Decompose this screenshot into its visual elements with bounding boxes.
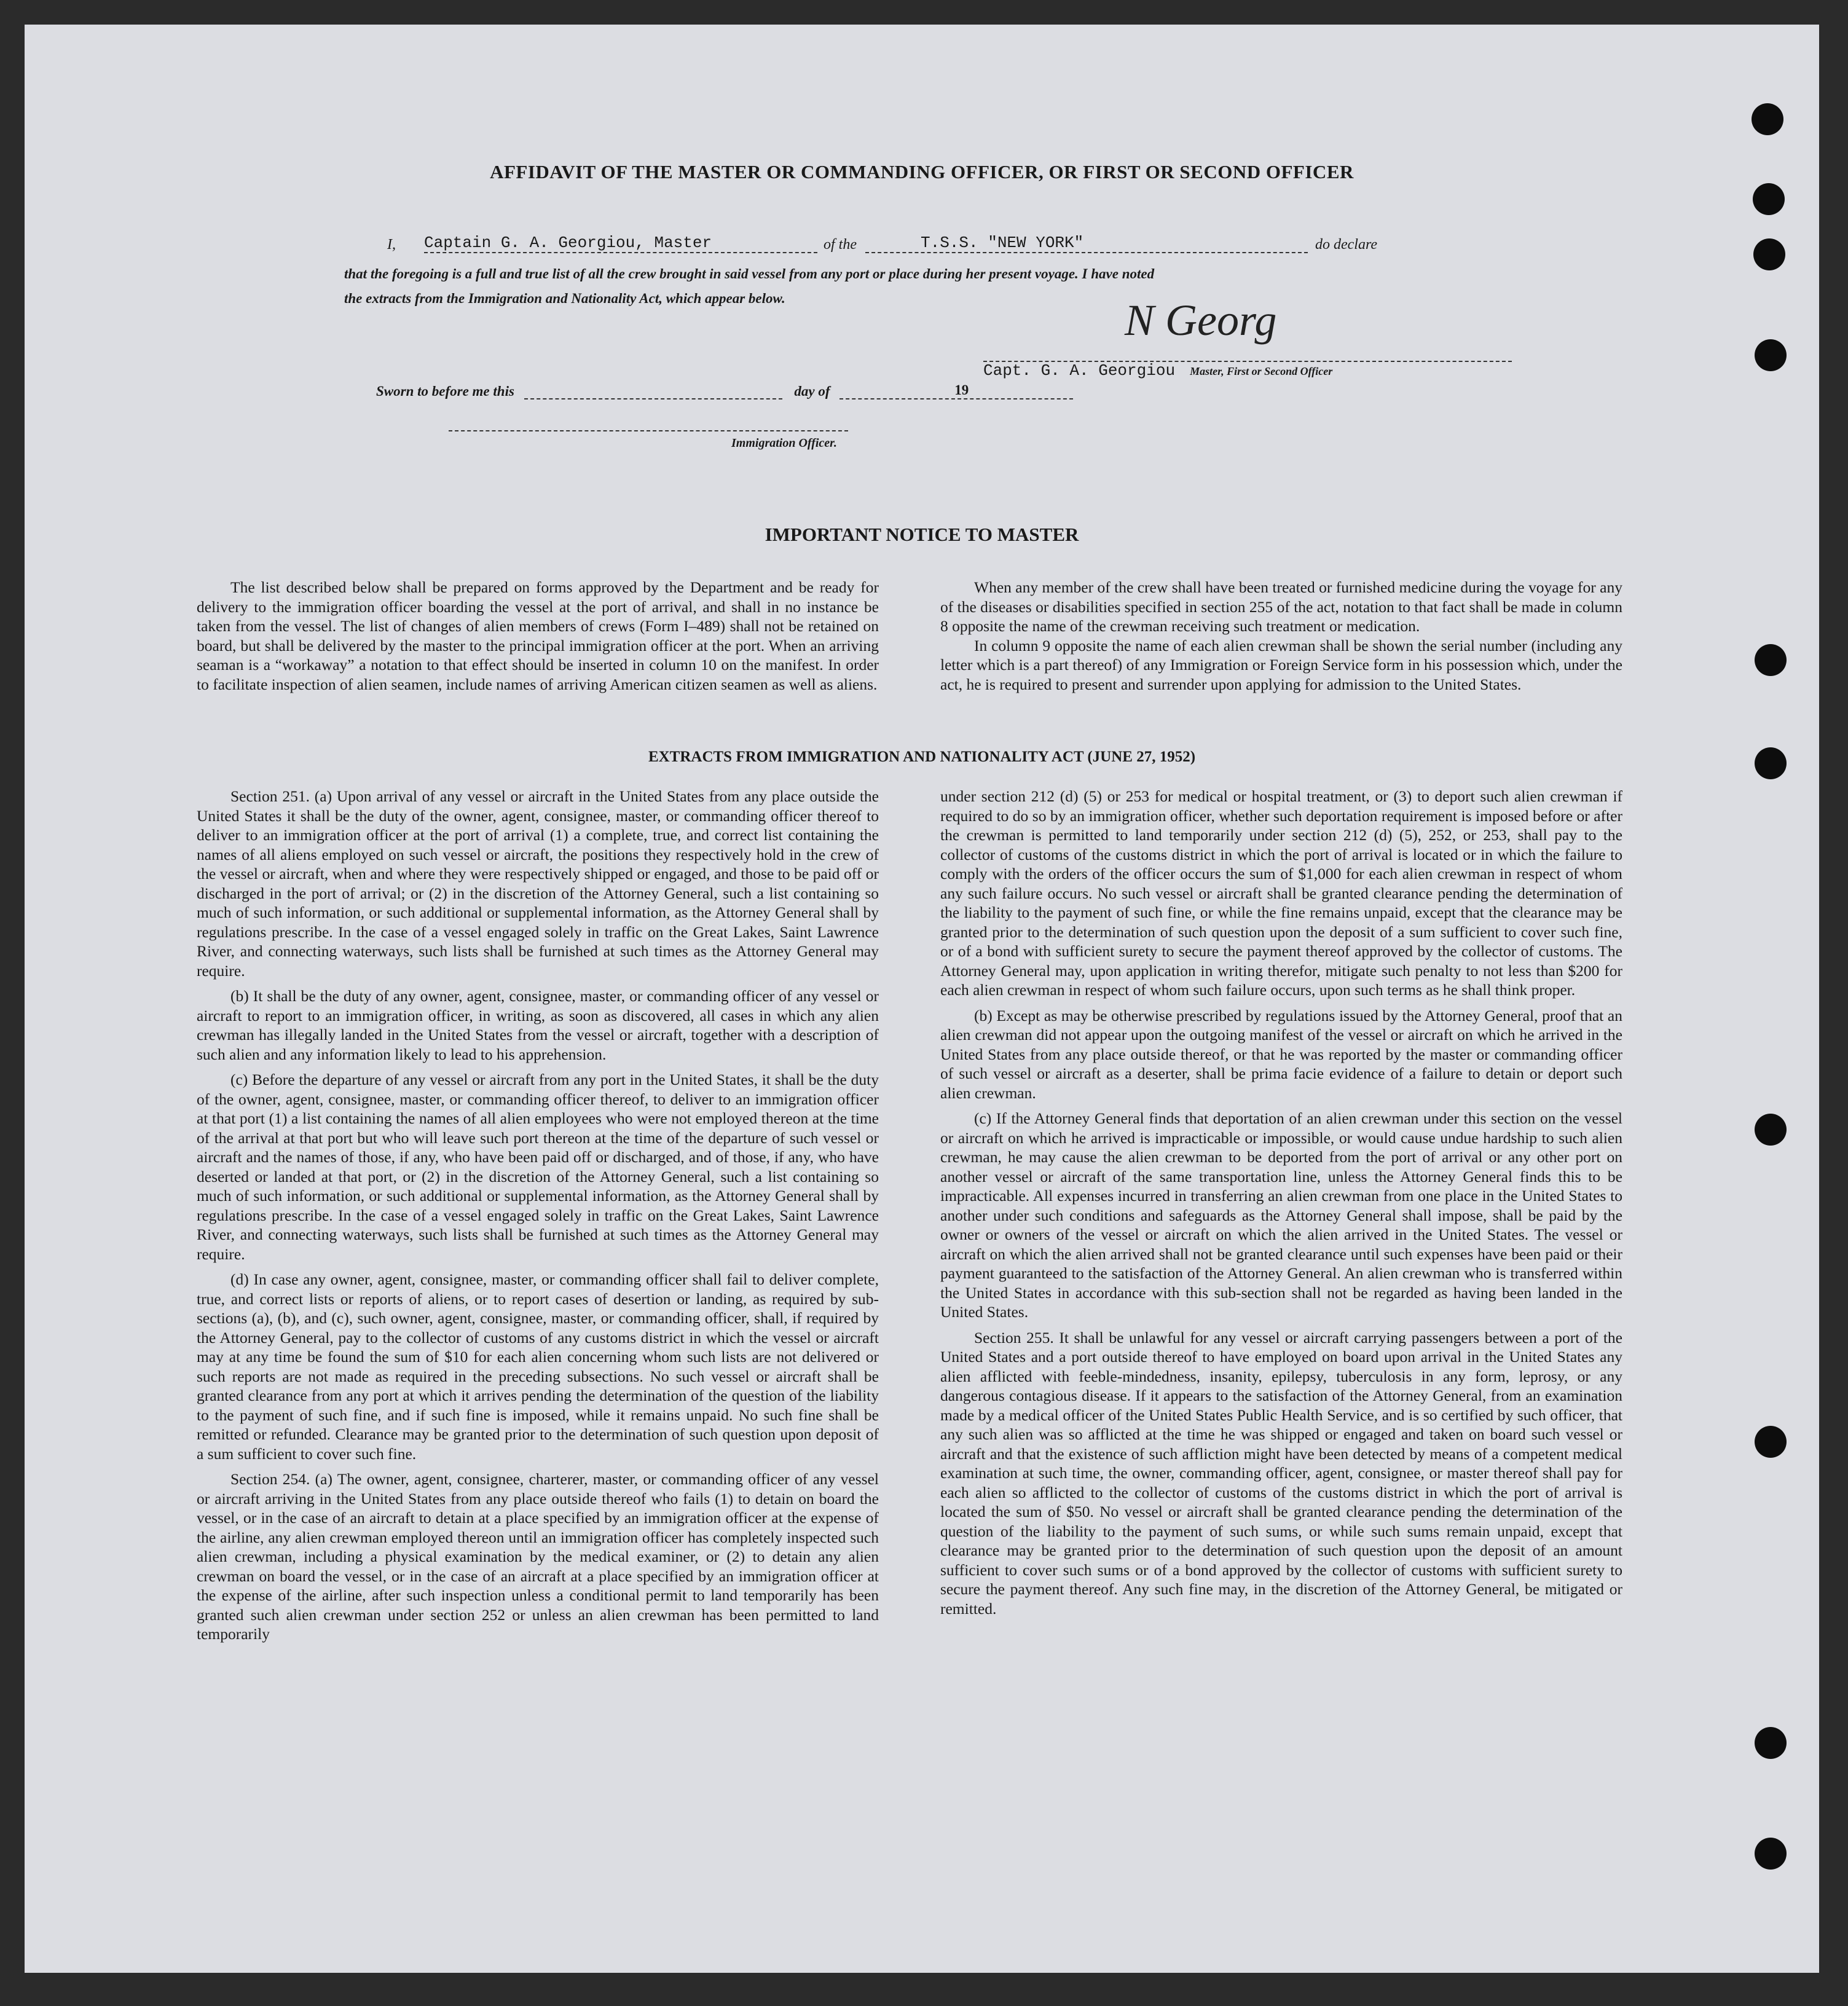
captain-signature: N Georg (1125, 296, 1277, 345)
punch-hole (1755, 644, 1787, 676)
declaration-line (387, 234, 1555, 253)
punch-hole (1752, 103, 1783, 135)
declaration-line-2: that the foregoing is a full and true list of all the crew brought in said vessel from any port or place during her present voyage. I have noted (344, 266, 1155, 281)
declaration-line-3: the extracts from the Immigration and Nationality Act, which appear below. (344, 291, 785, 306)
section-254-a-cont: under section 212 (d) (5) or 253 for medical or hospital treatment, or (3) to deport such alien crewman if required to do so by an immigration officer, whether such deportation requirement is imposed before or after the crewman is permitted to land temporarily under section 212 (d) (5), 252, or 253, shall pay to the collector of customs of the customs district in which the port of arrival is located or in which the failure to comply with the orders of the officer occurs the sum of $1,000 for each alien crewman in respect of whom any such failure occurs. No such vessel or aircraft shall be granted clearance pending the determination of the liability to the payment of such fine, or while the fine remains unpaid, except that the clearance may be granted prior to the determination of such question upon the deposit of a sum sufficient to cover such fine, or of a bond with sufficient surety to secure the payment thereof approved by the collector of customs. The Attorney General may, upon application in writing therefor, mitigate such penalty to not less than $200 for each alien crewman in respect of whom such failure occurs, upon such terms as he shall think proper. (940, 787, 1622, 999)
notice-left-column (197, 578, 879, 700)
punch-hole (1755, 339, 1787, 371)
affidavit-title: AFFIDAVIT OF THE MASTER OR COMMANDING OFFICER, OR FIRST OR SECOND OFFICER (490, 161, 1354, 183)
section-251-c: (c) Before the departure of any vessel or aircraft from any port in the United States, it shall be the duty of the owner, agent, consignee, master, or commanding officer thereof, to deliver to an immigration officer at that port (1) a list containing the names of all alien employees who were not employed thereon at the time of the arrival at that port but who will leave such port thereon at the time of the departure of such vessel or aircraft and the names of those, if any, who have been paid off or discharged, and of those, if any, who have deserted or landed at that port, or (2) in the discretion of the Attorney General, such a list containing so much of such information, or such additional or supplemental information, as the Attorney General shall by regulations prescribe. In the case of a vessel engaged solely in traffic on the Great Lakes, Saint Lawrence River, and connecting waterways, such lists shall be furnished at such times as the Attorney General may require. (197, 1071, 879, 1263)
extracts-right-column (940, 787, 1622, 1624)
of-the-label: of the (824, 237, 857, 253)
declarant-field (424, 234, 817, 253)
signature-role: Master, First or Second Officer (1190, 365, 1333, 377)
sworn-date-field (524, 398, 782, 399)
immigration-officer-label: Immigration Officer. (731, 436, 837, 450)
day-of-label: day of (794, 384, 830, 399)
punch-hole (1753, 238, 1785, 270)
year-label: 19 (954, 382, 969, 398)
do-declare-label: do declare (1315, 237, 1378, 253)
punch-hole (1753, 183, 1785, 215)
extracts-left-column (197, 787, 879, 1650)
officer-signature-line (449, 430, 848, 431)
notice-right-column (940, 578, 1622, 700)
i-label: I, (387, 237, 396, 253)
notice-left-text: The list described below shall be prepared on forms approved by the Department and be ready for delivery to the immigration officer boarding the vessel at the port of arrival, and shall in no instance be taken from the vessel. The list of changes of alien members of crews (Form I–489) shall not be retained on board, but shall be delivered by the master to the principal immigration officer at the port. When an arriving seaman is a “workaway” a notation to that effect should be inserted in column 10 on the manifest. In order to facilitate inspection of alien seamen, include names of arriving American citizen seamen as well as aliens. (197, 578, 879, 693)
sworn-label: Sworn to before me this (376, 384, 514, 399)
punch-hole (1755, 1426, 1787, 1458)
section-254-c: (c) If the Attorney General finds that deportation of an alien crewman under this section on the vessel or aircraft on which he arrived is impracticable or impossible, or would cause undue hardship to such alien crewman, he may cause the alien crewman to be deported from the port of arrival or any other port on another vessel or aircraft of the same transportation line, unless the Attorney General finds this to be impracticable. All expenses incurred in transferring an alien crewman from one place in the United States to another under such conditions and safeguards as the Attorney General shall impose, shall be paid by the owner or owners of the vessel or aircraft on which the alien arrived in the United States. The vessel or aircraft on which the alien arrived shall not be granted clearance until such expenses have been paid or their payment guaranteed to the satisfaction of the Attorney General. An alien crewman who is transferred within the United States in accordance with this sub-section shall not be regarded as having been landed in the United States. (940, 1109, 1622, 1321)
notice-heading: IMPORTANT NOTICE TO MASTER (765, 524, 1079, 545)
section-255: Section 255. It shall be unlawful for any vessel or aircraft carrying passengers between a port of the United States and a port outside thereof to have employed on board upon arrival in the United States any alien afflicted with feeble-mindedness, insanity, epilepsy, tuberculosis in any form, leprosy, or any dangerous contagious disease. If it appears to the satisfaction of the Attorney General, from an examination made by a medical officer of the United States Public Health Service, and is so certified by such officer, that any such alien was so afflicted at the time he was shipped or engaged and taken on board such vessel or aircraft and that the existence of such affliction might have been detected by means of a competent medical examination at such time, the owner, commanding officer, agent, consignee, or master thereof shall pay for each alien so afflicted to the collector of customs of the customs district in which the port of arrival is located the sum of $50. No vessel or aircraft shall be granted clearance pending the determination of the question of the liability to the payment of such sums, or while such sums remain unpaid, except that clearance may be granted prior to the determination of such question upon the deposit of an amount sufficient to cover such sums or of a bond approved by the collector of customs with sufficient surety to secure the payment thereof. Any such fine may, in the discretion of the Attorney General, be mitigated or remitted. (940, 1328, 1622, 1618)
vessel-field (865, 234, 1308, 253)
section-251-b: (b) It shall be the duty of any owner, agent, consignee, master, or commanding officer of any vessel or aircraft to report to an immigration officer, in writing, as soon as discovered, all cases in which any alien crewman has illegally landed in the United States from the vessel or aircraft, together with a description of such alien and any information likely to lead to his apprehension. (197, 987, 879, 1063)
section-254-a: Section 254. (a) The owner, agent, consignee, charterer, master, or commanding officer of any vessel or aircraft arriving in the United States from any place outside thereof who fails (1) to detain on board the vessel, or in the case of an aircraft to detain at a place specified by an immigration officer at the expense of the airline, any alien crewman employed thereon until an immigration officer has completely inspected such alien crewman, including a physical examination by the medical examiner, or (2) to detain any alien crewman on board the vessel, or in the case of an aircraft at a place specified by an immigration officer at the expense of the airline, after such inspection unless a conditional permit to land temporarily has been granted such alien crewman under section 252 or unless an alien crewman has been permitted to land temporarily (197, 1470, 879, 1643)
vessel-name: T.S.S. "NEW YORK" (921, 234, 1084, 252)
punch-hole (1755, 1727, 1787, 1759)
declarant-name: Captain G. A. Georgiou, Master (424, 234, 712, 252)
punch-hole (1755, 1838, 1787, 1870)
notice-right-text-2: In column 9 opposite the name of each alien crewman shall be shown the serial number (including any letter which is a part thereof) of any Immigration or Foreign Service form in his possession which, under the act, he is required to present and surrender upon applying for admission to the United States. (940, 636, 1622, 693)
section-254-b: (b) Except as may be otherwise prescribed by regulations issued by the Attorney General, proof that an alien crewman did not appear upon the outgoing manifest of the vessel or aircraft on which he arrived in the United States from any place outside thereof, or that he was reported by the master or commanding officer of such vessel or aircraft as a deserter, shall be prima facie evidence of a failure to detain or deport such alien crewman. (940, 1006, 1622, 1102)
section-251-d: (d) In case any owner, agent, consignee, master, or commanding officer shall fail to deliver complete, true, and correct lists or reports of aliens, or to report cases of desertion or landing, as required by sub-sections (a), (b), and (c), such owner, agent, consignee, master, or commanding officer, shall, if required by the Attorney General, pay to the collector of customs of any customs district in which the vessel or aircraft may at any time be found the sum of $10 for each alien concerning whom such lists are not delivered or such reports are not made as required in the preceding subsections. No such vessel or aircraft shall be granted clearance from any port at which it arrives pending the determination of the question of the liability to the payment of such fine, and if such fine is imposed, while it remains unpaid. No such fine shall be remitted or refunded. Clearance may be granted prior to the determination of such question upon deposit of a sum sufficient to cover such fine. (197, 1270, 879, 1463)
extracts-heading: EXTRACTS FROM IMMIGRATION AND NATIONALITY ACT (JUNE 27, 1952) (648, 749, 1196, 765)
section-251-a: Section 251. (a) Upon arrival of any vessel or aircraft in the United States from any place outside the United States it shall be the duty of the owner, agent, consignee, master, or commanding officer thereof to deliver to an immigration officer at the port of arrival (1) a complete, true, and correct list containing the names of all aliens employed on such vessel or aircraft, the positions they respectively hold in the crew of the vessel or aircraft, when and where they were respectively shipped or engaged, and those to be paid off or discharged in the port of arrival; or (2) in the discretion of the Attorney General, such a list containing so much of such information, or such additional or supplemental information, as the Attorney General shall by regulations prescribe. In the case of a vessel engaged solely in traffic on the Great Lakes, Saint Lawrence River, and connecting waterways, such lists shall be furnished at such times as the Attorney General may require. (197, 787, 879, 980)
signature-typed-name: Capt. G. A. Georgiou (983, 361, 1176, 380)
sworn-line (376, 382, 1544, 399)
punch-hole (1755, 1114, 1787, 1146)
notice-right-text-1: When any member of the crew shall have been treated or furnished medicine during the voyage for any of the diseases or disabilities specified in section 255 of the act, notation to that fact shall be made in column 8 opposite the name of the crewman receiving such treatment or medication. (940, 578, 1622, 635)
signature-typed (983, 361, 1332, 380)
day-of-field (839, 382, 1073, 399)
document-page (25, 25, 1819, 1973)
